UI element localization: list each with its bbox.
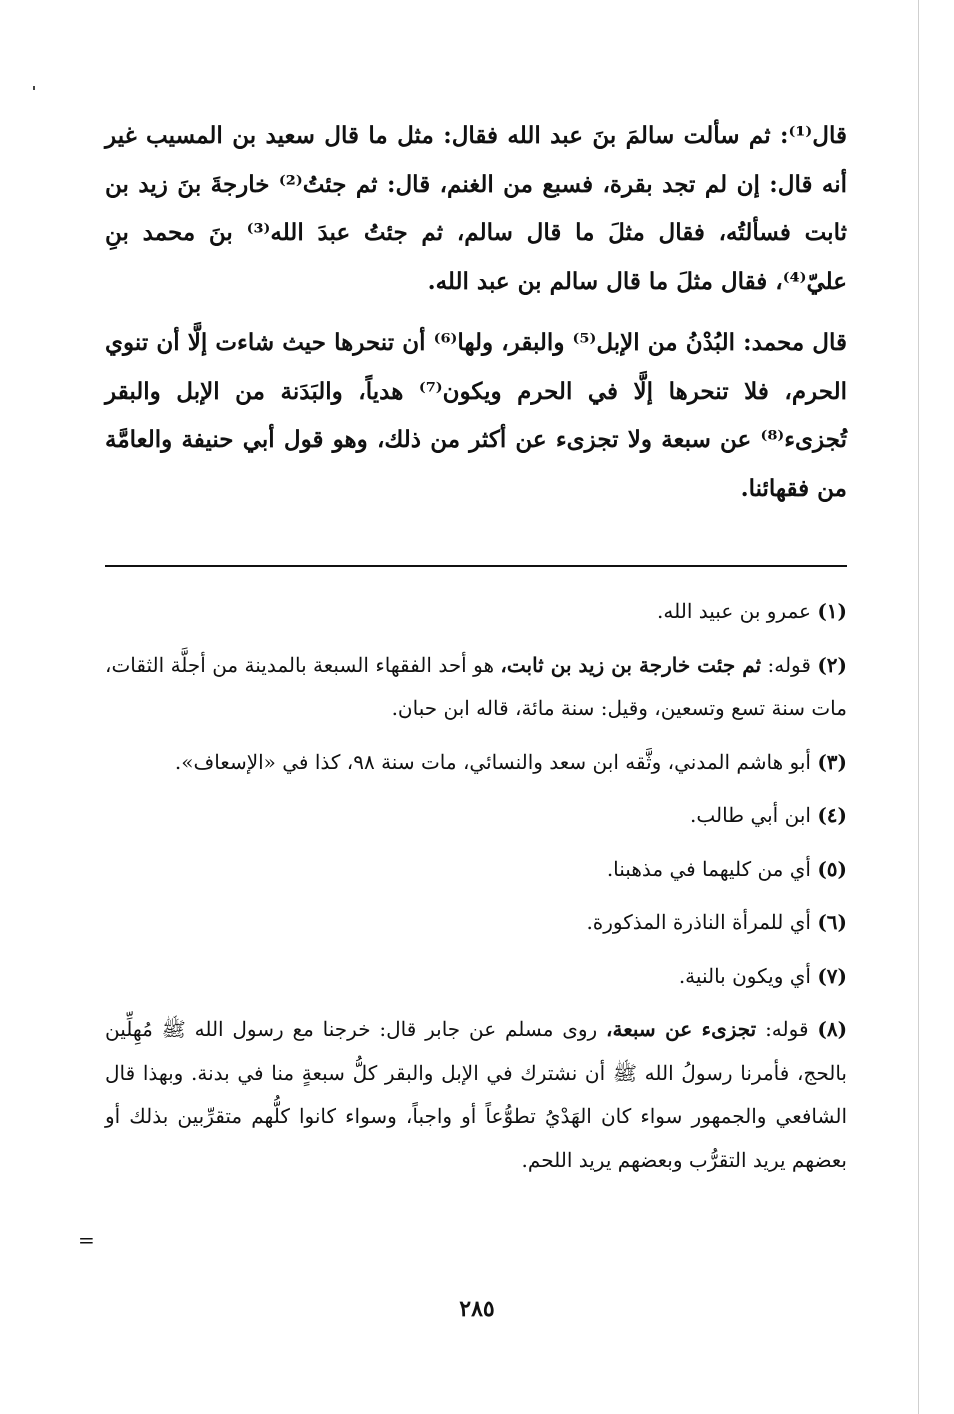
page-edge-line — [918, 0, 919, 1414]
main-text — [105, 112, 847, 513]
footnote-number: (١) — [817, 599, 847, 623]
footnote-text: روى مسلم عن جابر قال: خرجنا مع رسول الله ﷺ مُهِلِّين بالحج، فأمرنا رسولُ الله ﷺ أن نشترك في الإبل والبقر كلُّ سبعةٍ منا في بدنة. وبهذا قال الشافعي والجمهور سواء كان الهَدْيُ تطوُّعاً أو واجباً، وسواء كانوا كلُّهم متقرِّبين بذلك أو بعضهم يريد التقرُّب وبعضهم يريد اللحم. — [105, 1017, 847, 1172]
footnote-lead: قوله: — [767, 652, 811, 677]
footnote-8 — [105, 1008, 847, 1182]
footnote-text: أي ويكون بالنية. — [678, 963, 811, 988]
main-paragraph-1: قال⁽¹⁾: ثم سألت سالمَ بنَ عبد الله فقال: مثل ما قال سعيد بن المسيب غير أنه قال: إن لم تجد بقرة، فسبع من الغنم، قال: ثم جئتُ⁽²⁾ خارجةَ بنَ زيد بن ثابت فسألتُه، فقال مثلَ ما قال سالم، ثم جئتُ عبدَ الله⁽³⁾ بنَ محمد بنِ عليّ⁽⁴⁾، فقال مثلَ ما قال سالم بن عبد الله. — [105, 122, 847, 295]
footnote-text: عمرو بن عبيد الله. — [657, 599, 811, 623]
footnote-text: أي من كليهما في مذهبنا. — [606, 856, 811, 881]
footnote-2 — [105, 644, 847, 731]
footnote-6 — [105, 901, 847, 945]
scan-speck — [33, 86, 35, 90]
footnote-lead: قوله: — [765, 1017, 809, 1041]
footnote-number: (٦) — [817, 910, 847, 934]
footnote-number: (٥) — [817, 856, 847, 881]
continuation-mark: = — [78, 1228, 95, 1252]
footnote-number: (٤) — [817, 803, 847, 827]
footnote-3 — [105, 741, 847, 785]
footnote-separator — [105, 565, 847, 567]
page-number: ٢٨٥ — [459, 1296, 495, 1322]
footnote-5 — [105, 848, 847, 892]
footnote-7 — [105, 955, 847, 999]
footnote-text: ابن أبي طالب. — [689, 803, 811, 827]
footnote-text: أي للمرأة الناذرة المذكورة. — [586, 910, 811, 934]
footnote-quote: ثم جئت خارجة بن زيد بن ثابت، — [500, 652, 762, 677]
footnote-1 — [105, 590, 847, 634]
footnote-number: (٢) — [817, 652, 848, 677]
footnote-quote: تجزىء عن سبعة، — [606, 1017, 757, 1041]
footnote-number: (٨) — [817, 1017, 848, 1041]
footnote-4 — [105, 794, 847, 838]
footnote-text: أبو هاشم المدني، وثَّقه ابن سعد والنسائي، مات سنة ٩٨، كذا في «الإسعاف». — [174, 749, 811, 774]
footnote-text: هو أحد الفقهاء السبعة بالمدينة من أجلَّة الثقات، مات سنة تسع وتسعين، وقيل: سنة مائة، قاله ابن حبان. — [105, 652, 847, 720]
footnote-number: (٧) — [817, 963, 847, 988]
footnote-number: (٣) — [817, 749, 847, 774]
footnotes — [105, 590, 847, 1182]
main-paragraph-2: قال محمد: البُدْنُ من الإبل⁽⁵⁾ والبقر، ولها⁽⁶⁾ أن تنحرها حيث شاءت إلَّا أن تنوي الحرم، فلا تنحرها إلَّا في الحرم ويكون⁽⁷⁾ هدياً، والبَدَنة من الإبل والبقر تُجزىء⁽⁸⁾ عن سبعة ولا تجزىء عن أكثر من ذلك، وهو قول أبي حنيفة والعامَّة من فقهائنا. — [105, 329, 847, 502]
